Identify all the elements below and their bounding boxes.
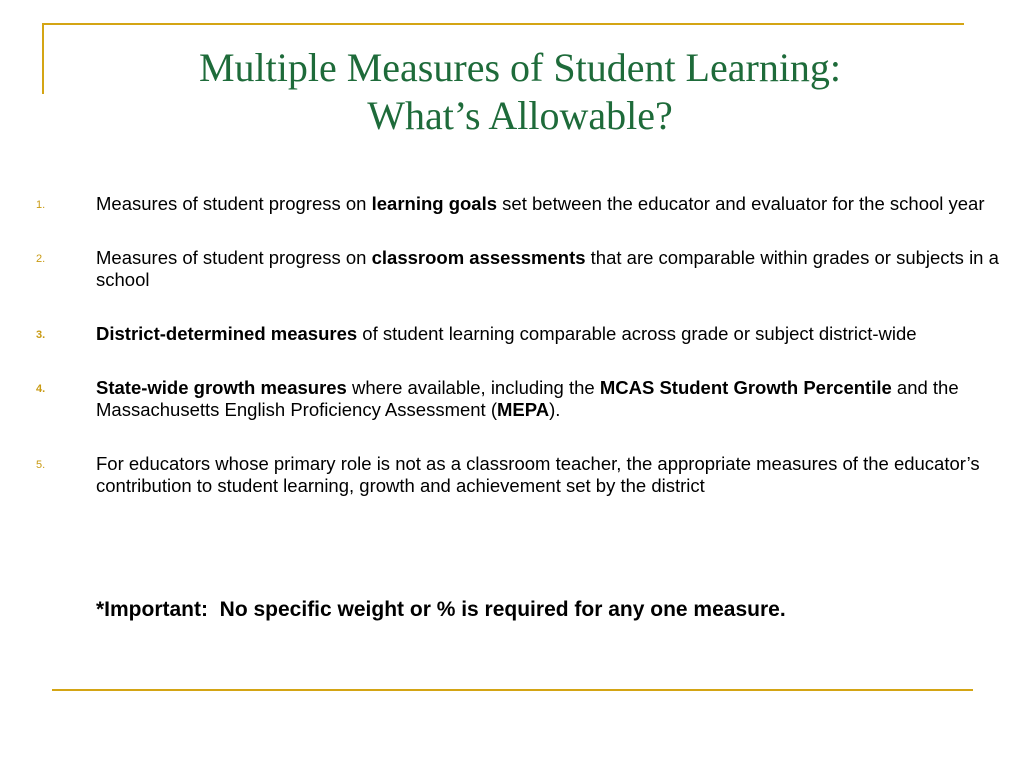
text-run: set between the educator and evaluator for the school year bbox=[497, 193, 985, 214]
bold-phrase: MCAS Student Growth Percentile bbox=[599, 377, 892, 398]
measure-item-3 bbox=[0, 323, 1024, 345]
text-run: and the Massachusetts English Proficiency Assessment ( bbox=[96, 377, 959, 420]
bold-phrase: District-determined measures bbox=[96, 323, 358, 344]
measure-item-5 bbox=[0, 453, 1024, 497]
item-text bbox=[96, 193, 985, 214]
left-rule bbox=[42, 23, 44, 94]
item-text bbox=[96, 323, 917, 344]
text-run: Measures of student progress on bbox=[96, 247, 372, 268]
title-line-2: What’s Allowable? bbox=[367, 93, 673, 138]
title-line-1: Multiple Measures of Student Learning: bbox=[198, 45, 842, 90]
item-text bbox=[96, 453, 980, 496]
item-number: 2. bbox=[36, 253, 46, 265]
slide-title bbox=[60, 44, 980, 140]
measures-list bbox=[0, 193, 1024, 529]
text-run: that are comparable within grades or subjects in a school bbox=[96, 247, 999, 290]
item-number: 3. bbox=[36, 329, 46, 341]
bottom-rule bbox=[52, 689, 973, 691]
measure-item-2 bbox=[0, 247, 1024, 291]
bold-phrase: MEPA bbox=[497, 399, 550, 420]
item-number: 5. bbox=[36, 459, 46, 471]
bold-phrase: State-wide growth measures bbox=[96, 377, 347, 398]
item-number: 1. bbox=[36, 199, 46, 211]
item-number: 4. bbox=[36, 383, 46, 395]
text-run: ). bbox=[549, 399, 561, 420]
item-text bbox=[96, 247, 999, 290]
item-text bbox=[96, 377, 959, 420]
text-run: of student learning comparable across grade or subject district-wide bbox=[357, 323, 917, 344]
text-run: For educators whose primary role is not as a classroom teacher, the appropriate measures of the educator’s contribution to student learning, growth and achievement set by the district bbox=[96, 453, 980, 496]
text-run: where available, including the bbox=[346, 377, 600, 398]
top-rule bbox=[42, 23, 964, 25]
bold-phrase: learning goals bbox=[371, 193, 498, 214]
measure-item-4 bbox=[0, 377, 1024, 421]
important-note: *Important: No specific weight or % is required for any one measure. bbox=[96, 598, 786, 621]
text-run: Measures of student progress on bbox=[96, 193, 372, 214]
bold-phrase: classroom assessments bbox=[371, 247, 586, 268]
measure-item-1 bbox=[0, 193, 1024, 215]
